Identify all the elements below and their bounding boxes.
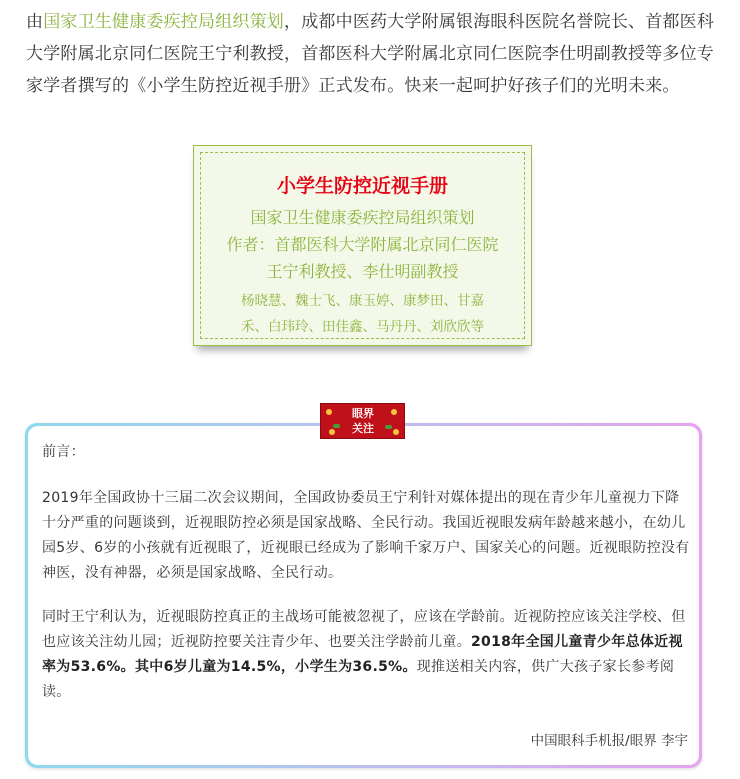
yanjie-focus-badge [320,403,405,439]
flower-icon [329,429,335,435]
leaf-icon [385,425,392,429]
flower-icon [326,409,332,415]
badge-line2: 关注 [352,422,374,435]
badge-line1: 眼界 [352,407,374,420]
handbook-coauthors-line2: 禾、白玮玲、田佳鑫、马丹丹、刘欣欣等 [241,319,484,335]
preface-box [28,426,699,765]
handbook-title: 小学生防控近视手册 [276,175,448,197]
handbook-organizer: 国家卫生健康委疾控局组织策划 [250,208,475,227]
preface-paragraph-1: 2019年全国政协十三届二次会议期间，全国政协委员王宁利针对媒体提出的现在青少年儿童视力下降十分严重的问题谈到，近视眼防控必须是国家战略、全民行动。我国近视眼发病年龄越来越小，在幼儿园5岁、6岁的小孩就有近视眼了，近视眼已经成为了影响千家万户、国家关心的问题。近视眼防控没有神医，没有神器，必须是国家战略、全民行动。 [42,490,690,581]
flower-icon [393,429,399,435]
intro-body: ，成都中医药大学附属银海眼科医院名誉院长、首都医科大学附属北京同仁医院王宁利教授，首都医科大学附属北京同仁医院李仕明副教授等多位专家学者撰写的《小学生防控近视手册》正式发布。快来一起呵护好孩子们的光明未来。 [26,12,715,96]
preface-p2-text: 同时王宁利认为，近视眼防控真正的主战场可能被忽视了，应该在学龄前。近视防控应该关注学校、但也应该关注幼儿园；近视防控要关注青少年、也要关注学龄前儿童。 [42,609,686,650]
preface-p2-closing: 现推送相关内容，供广大孩子家长参考阅读。 [42,659,675,700]
intro-paragraph [26,6,716,102]
handbook-card-dashed-frame [200,152,525,339]
preface-signature: 中国眼科手机报/眼界 李宇 [530,733,688,749]
handbook-coauthors-line1: 杨晓慧、魏士飞、康玉婷、康梦田、甘嘉 [241,293,484,309]
intro-prefix: 由 [26,12,44,32]
handbook-card [193,145,532,346]
preface-p2-statistics: 2018年全国儿童青少年总体近视率为53.6%。其中6岁儿童为14.5%，小学生为36.5%。 [42,634,683,675]
preface-heading: 前言： [42,444,85,460]
flower-icon [391,409,397,415]
preface-paragraph-2 [42,605,690,705]
leaf-icon [333,424,340,428]
intro-organizer-link[interactable]: 国家卫生健康委疾控局组织策划 [43,12,285,32]
handbook-lead-authors: 王宁利教授、李仕明副教授 [266,262,459,281]
badge-label [345,406,381,436]
handbook-author-institution: 作者：首都医科大学附属北京同仁医院 [226,235,499,254]
